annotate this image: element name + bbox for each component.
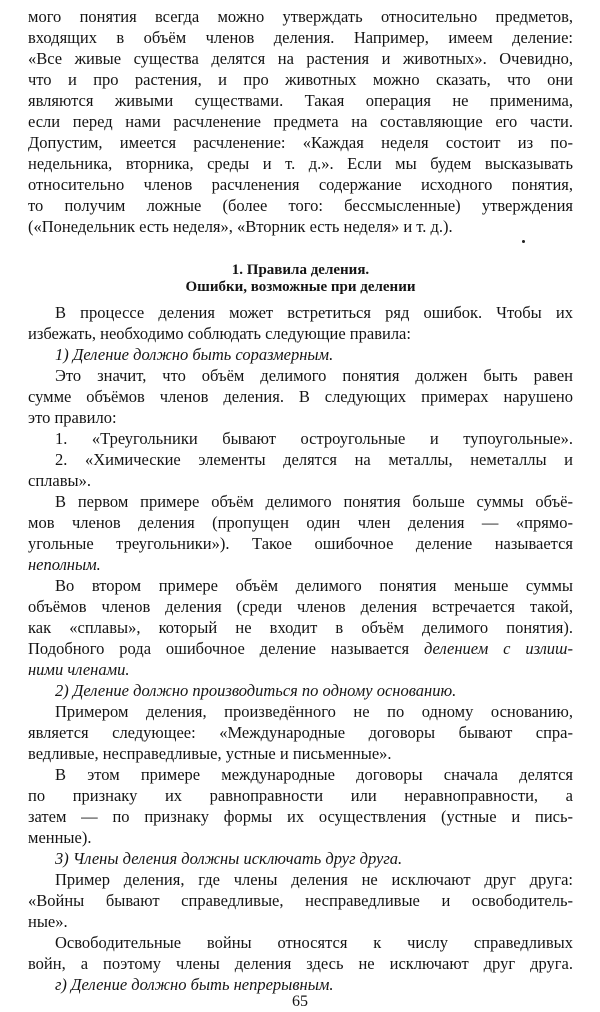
rule-1-title: 1) Деление должно быть соразмерным. <box>55 345 334 364</box>
text-line: Во втором примере объём делимого понятия меньше суммы <box>55 576 573 595</box>
section-subheading: Ошибки, возможные при делении <box>185 279 416 295</box>
text-line: если перед нами расчленение предмета на составляющие его части. <box>28 112 573 131</box>
text-line: В процессе деления может встретиться ряд ошибок. Чтобы их <box>55 303 573 322</box>
term-incomplete: неполным. <box>28 555 101 574</box>
text-line: «Войны бывают справедливые, несправедливые и освободитель- <box>28 891 573 910</box>
text-line: Освободительные войны относятся к числу справедливых <box>55 933 573 952</box>
example-line: 2. «Химические элементы делятся на металлы, неметаллы и <box>55 450 573 469</box>
text-line: Пример деления, где члены деления не исключают друг друга: <box>55 870 573 889</box>
text-line: сумме объёмов членов деления. В следующих примерах нарушено <box>28 387 573 406</box>
print-speck <box>522 240 525 243</box>
page-number: 65 <box>292 993 308 1010</box>
text-line: мого понятия всегда можно утверждать относительно предметов, <box>28 7 573 26</box>
text-line: избежать, необходимо соблюдать следующие правила: <box>28 324 411 343</box>
text-line: объёмов членов деления (среди членов деления встречается такой, <box>28 597 573 616</box>
text-line: В этом примере международные договоры сначала делятся <box>55 765 573 784</box>
text-line: недельника, вторника, среды и т. д.». Если мы будем высказывать <box>28 154 573 173</box>
text-line: войн, а поэтому члены деления здесь не исключают друг друга. <box>28 954 573 973</box>
text-line: сплавы». <box>28 471 91 490</box>
text-line: менные). <box>28 828 92 847</box>
text-line: затем — по признаку формы их осуществления (устные и пись- <box>28 807 573 826</box>
text-line: являются живыми существами. Такая операция не применима, <box>28 91 573 110</box>
rule-2-title: 2) Деление должно производиться по одному основанию. <box>55 681 457 700</box>
section-heading: 1. Правила деления. <box>231 262 370 278</box>
text-line: Это значит, что объём делимого понятия должен быть равен <box>55 366 573 385</box>
text-line: как «сплавы», который не входит в объём делимого понятия). <box>28 618 573 637</box>
text-line: относительно членов расчленения содержание исходного понятия, <box>28 175 573 194</box>
text-line: входящих в объём членов деления. Например, имеем деление: <box>28 28 573 47</box>
text-line: что и про растения, и про животных можно сказать, что они <box>28 70 573 89</box>
text-run: Подобного рода ошибочное деление называется <box>28 639 424 658</box>
text-line: Допустим, имеется расчленение: «Каждая неделя состоит из по- <box>28 133 573 152</box>
example-line: 1. «Треугольники бывают остроугольные и тупоугольные». <box>55 429 573 448</box>
text-line: по признаку их равноправности или неравноправности, а <box>28 786 573 805</box>
text-line: Примером деления, произведённого не по одному основанию, <box>55 702 573 721</box>
term-excess-members-end: ними членами. <box>28 660 130 679</box>
term-excess-members: делением с излиш- <box>423 639 573 658</box>
text-line: мов членов деления (пропущен один член деления — «прямо- <box>28 513 573 532</box>
text-line: является следующее: «Международные договоры бывают спра- <box>28 723 573 742</box>
text-line: В первом примере объём делимого понятия больше суммы объё- <box>55 492 573 511</box>
text-line: угольные треугольники»). Такое ошибочное деление называется <box>28 534 573 553</box>
text-line <box>28 639 573 658</box>
text-line: «Все живые существа делятся на растения и животных». Очевидно, <box>28 49 573 68</box>
text-line: ведливые, несправедливые, устные и письменные». <box>28 744 392 763</box>
text-line: («Понедельник есть неделя», «Вторник есть неделя» и т. д.). <box>28 217 453 236</box>
rule-4-title: г) Деление должно быть непрерывным. <box>55 975 334 994</box>
text-line: это правило: <box>28 408 117 427</box>
text-line: ные». <box>28 912 68 931</box>
rule-3-title: 3) Члены деления должны исключать друг друга. <box>55 849 403 868</box>
text-line: то получим ложные (более того: бессмысленные) утверждения <box>28 196 573 215</box>
